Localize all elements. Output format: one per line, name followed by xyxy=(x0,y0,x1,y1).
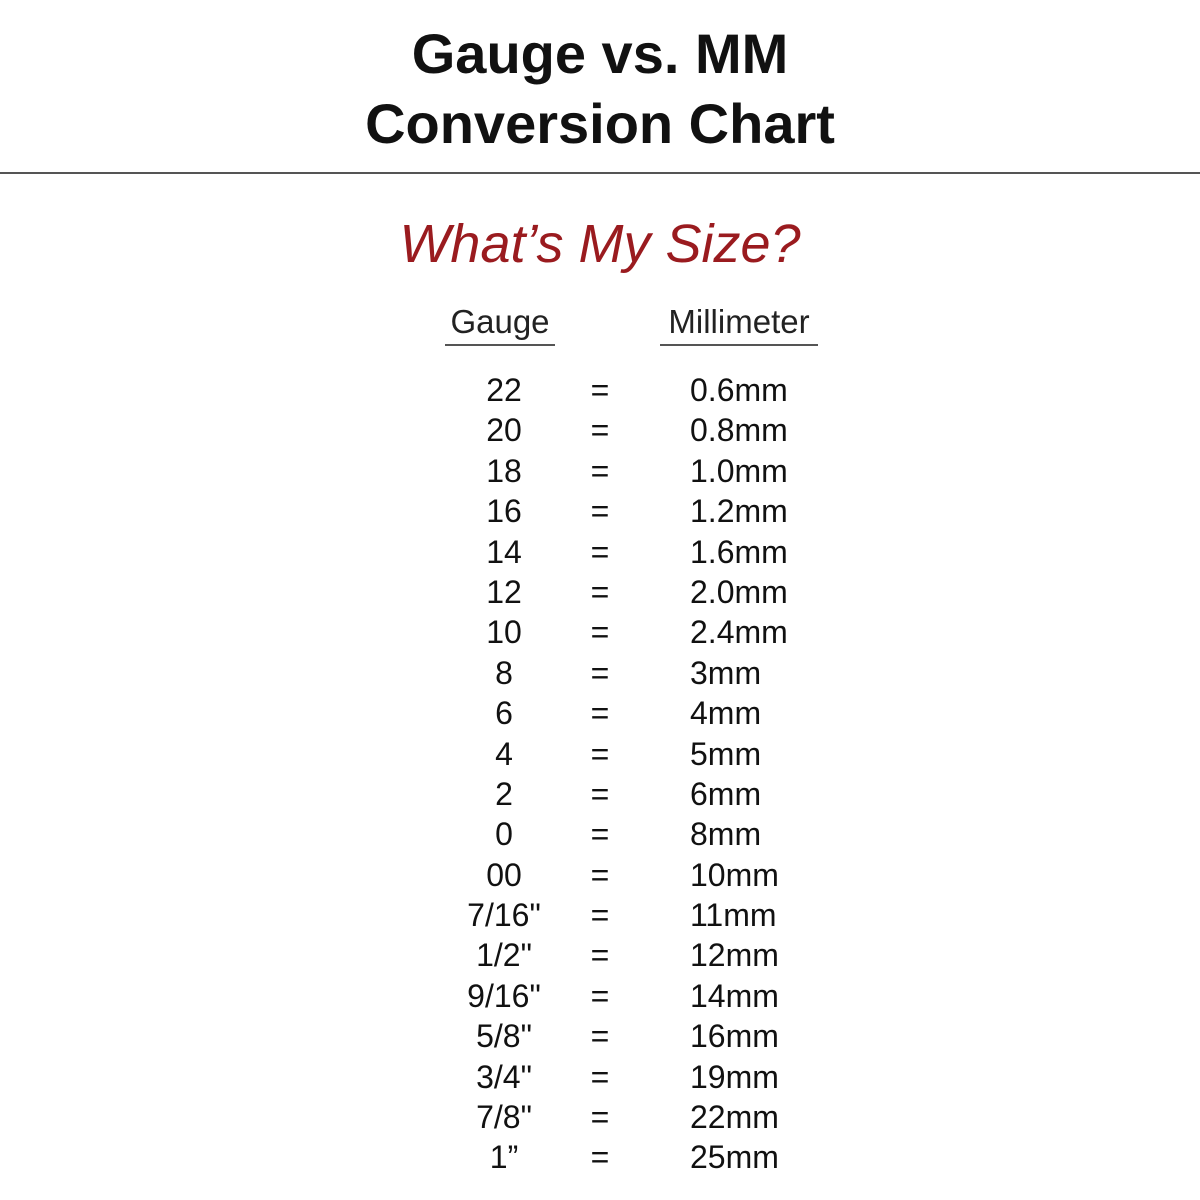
table-row xyxy=(0,451,1200,491)
table-row xyxy=(0,491,1200,531)
millimeter-value: 1.0mm xyxy=(690,452,788,489)
millimeter-value: 22mm xyxy=(690,1099,779,1136)
table-row xyxy=(0,1057,1200,1097)
page-title-line-2: Conversion Chart xyxy=(365,92,835,155)
table-row xyxy=(0,774,1200,814)
millimeter-value: 1.6mm xyxy=(690,533,788,570)
millimeter-value: 6mm xyxy=(690,775,762,812)
equals-sign: = xyxy=(590,735,610,772)
table-row xyxy=(0,895,1200,935)
header-divider xyxy=(0,172,1200,174)
equals-sign: = xyxy=(590,1139,610,1176)
millimeter-value: 11mm xyxy=(690,897,777,934)
gauge-value: 1/2" xyxy=(476,937,532,974)
millimeter-value: 2.0mm xyxy=(690,573,788,610)
equals-sign: = xyxy=(590,977,610,1014)
millimeter-value: 5mm xyxy=(690,735,762,772)
table-row xyxy=(0,612,1200,652)
millimeter-value: 16mm xyxy=(690,1018,779,1055)
page-title-line-1: Gauge vs. MM xyxy=(411,22,789,85)
gauge-value: 12 xyxy=(486,573,522,610)
equals-sign: = xyxy=(590,775,610,812)
table-row xyxy=(0,653,1200,693)
millimeter-value: 3mm xyxy=(690,654,762,691)
millimeter-value: 4mm xyxy=(690,695,762,732)
table-row xyxy=(0,814,1200,854)
gauge-value: 8 xyxy=(495,654,513,691)
gauge-value: 16 xyxy=(486,493,522,530)
header xyxy=(0,0,1200,174)
gauge-value: 00 xyxy=(486,856,522,893)
millimeter-value: 10mm xyxy=(690,856,779,893)
table-row xyxy=(0,935,1200,975)
equals-sign: = xyxy=(590,695,610,732)
millimeter-value: 12mm xyxy=(690,937,779,974)
millimeter-value: 25mm xyxy=(690,1139,779,1176)
millimeter-value: 0.6mm xyxy=(690,372,788,408)
table-row xyxy=(0,855,1200,895)
equals-sign: = xyxy=(590,816,610,853)
millimeter-value: 19mm xyxy=(690,1058,779,1095)
equals-sign: = xyxy=(590,1018,610,1055)
equals-sign: = xyxy=(590,1099,610,1136)
conversion-table xyxy=(0,370,1200,1178)
table-row xyxy=(0,410,1200,450)
equals-sign: = xyxy=(590,897,610,934)
millimeter-value: 14mm xyxy=(690,977,779,1014)
table-row xyxy=(0,693,1200,733)
table-row xyxy=(0,572,1200,612)
gauge-value: 0 xyxy=(495,816,513,853)
equals-sign: = xyxy=(590,412,610,449)
table-row xyxy=(0,1097,1200,1137)
table-row xyxy=(0,1016,1200,1056)
gauge-value: 10 xyxy=(486,614,522,651)
equals-sign: = xyxy=(590,533,610,570)
table-row xyxy=(0,976,1200,1016)
gauge-value: 1” xyxy=(489,1139,519,1176)
equals-sign: = xyxy=(590,937,610,974)
equals-sign: = xyxy=(590,1058,610,1095)
gauge-value: 7/8" xyxy=(476,1099,532,1136)
equals-sign: = xyxy=(590,654,610,691)
equals-sign: = xyxy=(590,372,610,408)
millimeter-value: 8mm xyxy=(690,816,762,853)
gauge-value: 22 xyxy=(486,372,522,408)
equals-sign: = xyxy=(590,856,610,893)
equals-sign: = xyxy=(590,493,610,530)
gauge-value: 18 xyxy=(486,452,522,489)
gauge-value: 3/4" xyxy=(476,1058,532,1095)
table-row xyxy=(0,1137,1200,1177)
column-header-millimeter: Millimeter xyxy=(660,302,818,346)
table-row xyxy=(0,734,1200,774)
table-row xyxy=(0,370,1200,410)
table-row xyxy=(0,532,1200,572)
equals-sign: = xyxy=(590,614,610,651)
gauge-value: 14 xyxy=(486,533,522,570)
millimeter-value: 2.4mm xyxy=(690,614,788,651)
gauge-value: 2 xyxy=(495,775,513,812)
gauge-value: 20 xyxy=(486,412,522,449)
gauge-value: 4 xyxy=(495,735,513,772)
gauge-value: 7/16" xyxy=(467,897,541,934)
gauge-value: 6 xyxy=(495,695,513,732)
subtitle: What’s My Size? xyxy=(399,214,801,274)
equals-sign: = xyxy=(590,452,610,489)
column-header-gauge: Gauge xyxy=(445,302,555,346)
gauge-value: 9/16" xyxy=(467,977,541,1014)
millimeter-value: 0.8mm xyxy=(690,412,788,449)
gauge-value: 5/8" xyxy=(476,1018,532,1055)
millimeter-value: 1.2mm xyxy=(690,493,788,530)
equals-sign: = xyxy=(590,573,610,610)
